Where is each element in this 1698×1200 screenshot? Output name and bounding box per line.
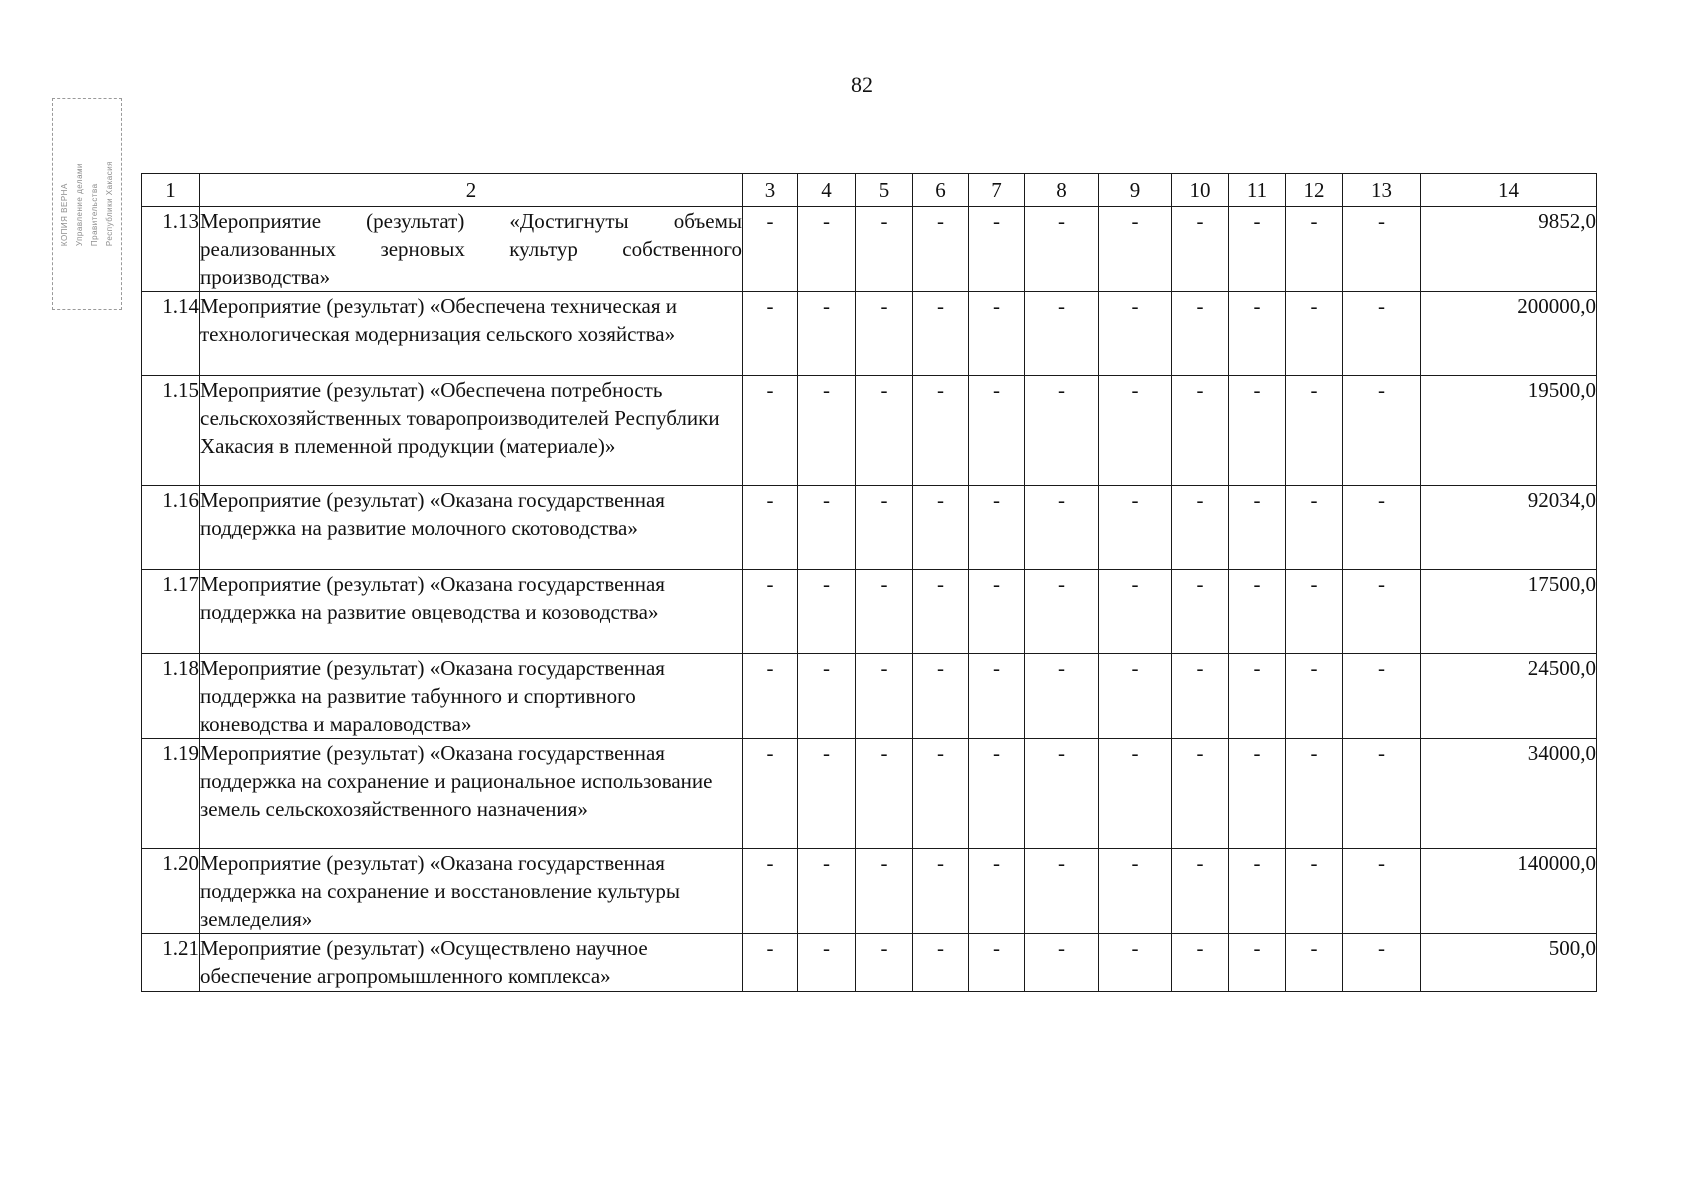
empty-value-cell: - (1025, 292, 1099, 376)
row-number: 1.19 (142, 739, 200, 849)
row-number: 1.16 (142, 486, 200, 570)
event-description: Мероприятие (результат) «Оказана государственная поддержка на развитие овцеводства и козоводства» (200, 570, 743, 654)
empty-value-cell: - (969, 376, 1025, 486)
empty-value-cell: - (798, 934, 856, 992)
empty-value-cell: - (1099, 739, 1172, 849)
data-table (141, 173, 1597, 992)
empty-value-cell: - (1229, 934, 1286, 992)
empty-value-cell: - (969, 934, 1025, 992)
empty-value-cell: - (1099, 654, 1172, 739)
empty-value-cell: - (969, 292, 1025, 376)
total-value: 19500,0 (1421, 376, 1597, 486)
empty-value-cell: - (743, 486, 798, 570)
empty-value-cell: - (798, 376, 856, 486)
event-description: Мероприятие (результат) «Оказана государственная поддержка на развитие молочного скотоводства» (200, 486, 743, 570)
empty-value-cell: - (856, 570, 913, 654)
empty-value-cell: - (1025, 654, 1099, 739)
empty-value-cell: - (1286, 376, 1343, 486)
empty-value-cell: - (798, 739, 856, 849)
stamp-text (60, 161, 114, 246)
empty-value-cell: - (1343, 292, 1421, 376)
empty-value-cell: - (743, 376, 798, 486)
empty-value-cell: - (913, 486, 969, 570)
empty-value-cell: - (913, 934, 969, 992)
event-description: Мероприятие (результат) «Оказана государственная поддержка на сохранение и восстановление культуры земледелия» (200, 849, 743, 934)
stamp-line: КОПИЯ ВЕРНА (60, 183, 69, 247)
total-value: 140000,0 (1421, 849, 1597, 934)
empty-value-cell: - (856, 376, 913, 486)
empty-value-cell: - (1229, 654, 1286, 739)
empty-value-cell: - (798, 292, 856, 376)
empty-value-cell: - (1229, 849, 1286, 934)
column-header: 14 (1421, 174, 1597, 207)
empty-value-cell: - (1172, 207, 1229, 292)
total-value: 24500,0 (1421, 654, 1597, 739)
empty-value-cell: - (1229, 292, 1286, 376)
event-description: Мероприятие (результат) «Обеспечена техническая и технологическая модернизация сельского хозяйства» (200, 292, 743, 376)
stamp-line: Правительства (90, 183, 99, 247)
empty-value-cell: - (1229, 207, 1286, 292)
empty-value-cell: - (1172, 934, 1229, 992)
column-header: 5 (856, 174, 913, 207)
column-header: 1 (142, 174, 200, 207)
empty-value-cell: - (913, 570, 969, 654)
empty-value-cell: - (798, 849, 856, 934)
event-description: Мероприятие (результат) «Осуществлено научное обеспечение агропромышленного комплекса» (200, 934, 743, 992)
empty-value-cell: - (1099, 570, 1172, 654)
empty-value-cell: - (1343, 207, 1421, 292)
empty-value-cell: - (913, 207, 969, 292)
row-number: 1.17 (142, 570, 200, 654)
empty-value-cell: - (1099, 207, 1172, 292)
empty-value-cell: - (1343, 934, 1421, 992)
row-number: 1.14 (142, 292, 200, 376)
empty-value-cell: - (913, 849, 969, 934)
row-number: 1.13 (142, 207, 200, 292)
page-number: 82 (851, 72, 873, 97)
empty-value-cell: - (1172, 292, 1229, 376)
row-number: 1.20 (142, 849, 200, 934)
column-header: 12 (1286, 174, 1343, 207)
empty-value-cell: - (1099, 486, 1172, 570)
empty-value-cell: - (1286, 570, 1343, 654)
empty-value-cell: - (1172, 486, 1229, 570)
table-row (142, 207, 1597, 292)
empty-value-cell: - (1343, 654, 1421, 739)
column-header: 3 (743, 174, 798, 207)
empty-value-cell: - (1343, 849, 1421, 934)
column-header: 2 (200, 174, 743, 207)
empty-value-cell: - (856, 207, 913, 292)
column-header: 10 (1172, 174, 1229, 207)
empty-value-cell: - (969, 486, 1025, 570)
empty-value-cell: - (1343, 376, 1421, 486)
event-description: Мероприятие (результат) «Обеспечена потребность сельскохозяйственных товаропроизводителей Республики Хакасия в племенной продукции (материале)» (200, 376, 743, 486)
empty-value-cell: - (1229, 376, 1286, 486)
table-row (142, 570, 1597, 654)
table-row (142, 292, 1597, 376)
empty-value-cell: - (1099, 849, 1172, 934)
empty-value-cell: - (798, 486, 856, 570)
empty-value-cell: - (856, 739, 913, 849)
empty-value-cell: - (969, 739, 1025, 849)
empty-value-cell: - (969, 570, 1025, 654)
empty-value-cell: - (798, 207, 856, 292)
empty-value-cell: - (1286, 934, 1343, 992)
event-description: Мероприятие (результат) «Оказана государственная поддержка на сохранение и рациональное использование земель сельскохозяйственного назначения» (200, 739, 743, 849)
row-number: 1.21 (142, 934, 200, 992)
empty-value-cell: - (1099, 376, 1172, 486)
empty-value-cell: - (1025, 849, 1099, 934)
empty-value-cell: - (856, 292, 913, 376)
empty-value-cell: - (856, 934, 913, 992)
empty-value-cell: - (969, 207, 1025, 292)
empty-value-cell: - (969, 654, 1025, 739)
empty-value-cell: - (1025, 739, 1099, 849)
total-value: 9852,0 (1421, 207, 1597, 292)
empty-value-cell: - (1229, 570, 1286, 654)
empty-value-cell: - (1172, 654, 1229, 739)
empty-value-cell: - (1025, 207, 1099, 292)
event-description: Мероприятие (результат) «Оказана государственная поддержка на развитие табунного и спортивного коневодства и мараловодства» (200, 654, 743, 739)
table-row (142, 654, 1597, 739)
empty-value-cell: - (1025, 934, 1099, 992)
empty-value-cell: - (1172, 376, 1229, 486)
total-value: 92034,0 (1421, 486, 1597, 570)
empty-value-cell: - (1286, 654, 1343, 739)
empty-value-cell: - (1343, 739, 1421, 849)
empty-value-cell: - (1025, 570, 1099, 654)
empty-value-cell: - (743, 654, 798, 739)
table-body (142, 207, 1597, 992)
empty-value-cell: - (1229, 486, 1286, 570)
event-description: Мероприятие (результат) «Достигнуты объемы реализованных зерновых культур собственного производства» (200, 207, 743, 292)
empty-value-cell: - (1099, 292, 1172, 376)
total-value: 200000,0 (1421, 292, 1597, 376)
empty-value-cell: - (1229, 739, 1286, 849)
empty-value-cell: - (743, 739, 798, 849)
empty-value-cell: - (856, 654, 913, 739)
total-value: 34000,0 (1421, 739, 1597, 849)
stamp-line: Республики Хакасия (105, 161, 114, 247)
total-value: 500,0 (1421, 934, 1597, 992)
empty-value-cell: - (913, 739, 969, 849)
empty-value-cell: - (913, 376, 969, 486)
column-header: 8 (1025, 174, 1099, 207)
empty-value-cell: - (743, 570, 798, 654)
empty-value-cell: - (743, 849, 798, 934)
certification-stamp (52, 98, 122, 310)
column-header: 9 (1099, 174, 1172, 207)
empty-value-cell: - (1172, 570, 1229, 654)
total-value: 17500,0 (1421, 570, 1597, 654)
empty-value-cell: - (1343, 486, 1421, 570)
column-header: 6 (913, 174, 969, 207)
empty-value-cell: - (1286, 486, 1343, 570)
empty-value-cell: - (913, 654, 969, 739)
empty-value-cell: - (1099, 934, 1172, 992)
empty-value-cell: - (1025, 376, 1099, 486)
row-number: 1.18 (142, 654, 200, 739)
empty-value-cell: - (1286, 292, 1343, 376)
empty-value-cell: - (1172, 849, 1229, 934)
column-header: 11 (1229, 174, 1286, 207)
column-header: 13 (1343, 174, 1421, 207)
empty-value-cell: - (743, 292, 798, 376)
empty-value-cell: - (913, 292, 969, 376)
table-row (142, 486, 1597, 570)
empty-value-cell: - (798, 570, 856, 654)
empty-value-cell: - (856, 849, 913, 934)
table-row (142, 739, 1597, 849)
empty-value-cell: - (1286, 207, 1343, 292)
column-header: 4 (798, 174, 856, 207)
empty-value-cell: - (1286, 739, 1343, 849)
empty-value-cell: - (1286, 849, 1343, 934)
empty-value-cell: - (743, 934, 798, 992)
table-row (142, 849, 1597, 934)
column-header: 7 (969, 174, 1025, 207)
empty-value-cell: - (743, 207, 798, 292)
header-row (142, 174, 1597, 207)
empty-value-cell: - (1172, 739, 1229, 849)
row-number: 1.15 (142, 376, 200, 486)
empty-value-cell: - (1025, 486, 1099, 570)
table-row (142, 934, 1597, 992)
table-row (142, 376, 1597, 486)
empty-value-cell: - (856, 486, 913, 570)
empty-value-cell: - (1343, 570, 1421, 654)
empty-value-cell: - (969, 849, 1025, 934)
stamp-line: Управление делами (75, 163, 84, 247)
empty-value-cell: - (798, 654, 856, 739)
